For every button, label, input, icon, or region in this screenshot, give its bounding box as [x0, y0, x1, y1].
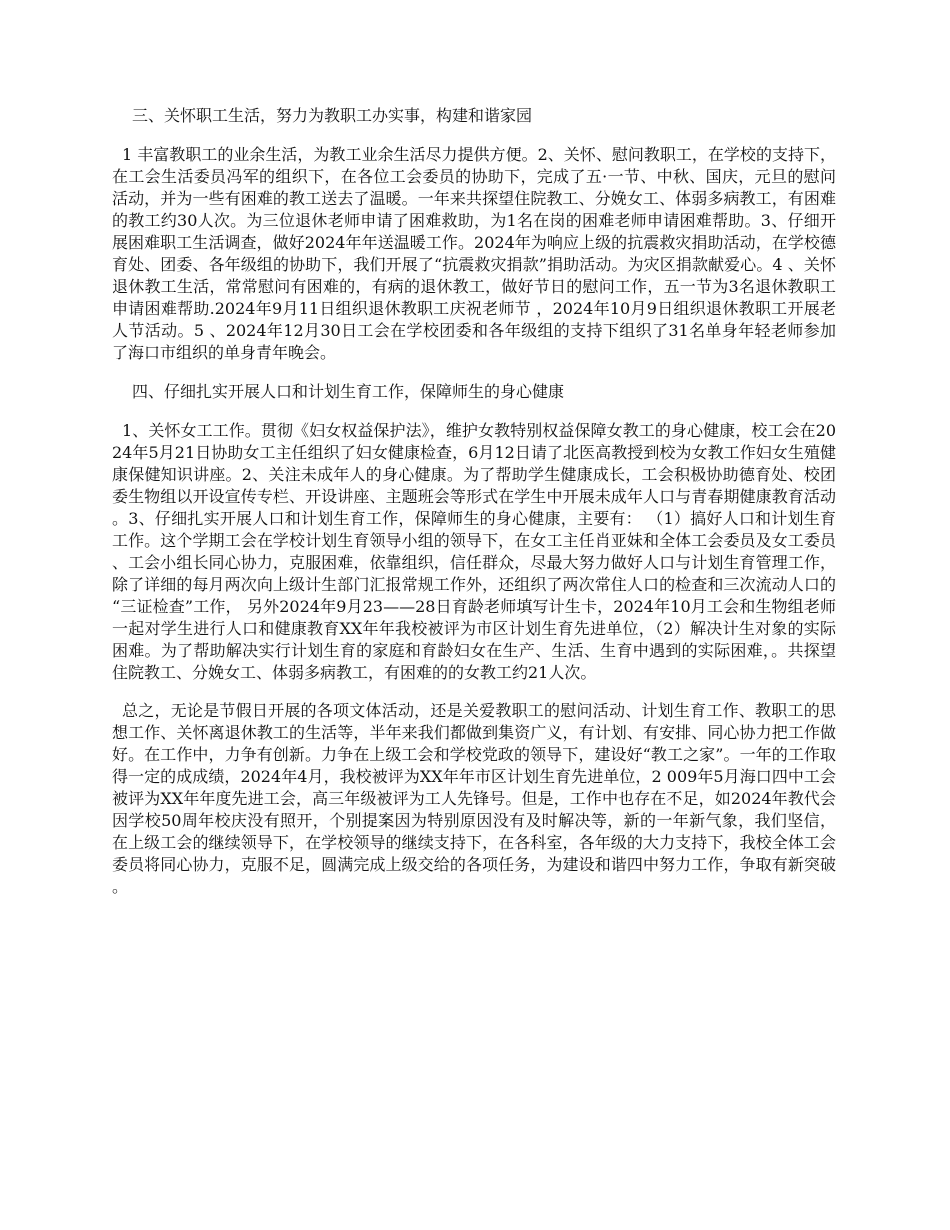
section-3-heading: 三、关怀职工生活，努力为教职工办实事，构建和谐家园: [132, 106, 533, 125]
conclusion-paragraph: 总之，无论是节假日开展的各项文体活动，还是关爱教职工的慰问活动、计划生育工作、教职工的思想工作、关怀离退休教工的生活等，半年来我们都做到集资广义，有计划、有安排、同心协力把工作做好。在工作中，力争有创新。力争在上级工会和学校党政的领导下，建设好“教工之家”。一年的工作取得一定的成成绩，2024年4月，我校被评为XX年年市区计划生育先进单位，2 009年5月海口四中工会被评为XX年年度先进工会，高三年级被评为工人先锋号。但是，工作中也存在不足，如2024年教代会因学校50周年校庆没有照开，个别提案因为特别原因没有及时解决等，新的一年新气象，我们坚信，在上级工会的继续领导下，在学校领导的继续支持下，在各科室，各年级的大力支持下，我校全体工会委员将同心协力，克服不足，圆满完成上级交给的各项任务，为建设和谐四中努力工作，争取有新突破。: [112, 701, 836, 896]
document-body: [112, 104, 836, 914]
section-3-paragraph: 1 丰富教职工的业余生活，为教工业余生活尽力提供方便。2、关怀、慰问教职工，在学校的支持下，在工会生活委员冯军的组织下，在各位工会委员的协助下，完成了五·一节、中秋、国庆，元旦的慰问活动，并为一些有困难的教工送去了温暖。一年来共探望住院教工、分娩女工、体弱多病教工，有困难的教工约30人次。为三位退休老师申请了困难救助，为1名在岗的困难老师申请困难帮助。3、仔细开展困难职工生活调查，做好2024年年送温暖工作。2024年为响应上级的抗震救灾捐助活动，在学校德育处、团委、各年级组的协助下，我们开展了“抗震救灾捐款”捐助活动。为灾区捐款献爱心。4 、关怀退休教工生活，常常慰问有困难的，有病的退休教工，做好节日的慰问工作，五一节为3名退休教职工申请困难帮助.2024年9月11日组织退休教职工庆祝老师节 ，2024年10月9日组织退休教职工开展老人节活动。5 、2024年12月30日工会在学校团委和各年级组的支持下组织了31名单身年轻老师参加了海口市组织的单身青年晚会。: [112, 145, 836, 362]
section-4-heading: 四、仔细扎实开展人口和计划生育工作，保障师生的身心健康: [132, 382, 565, 401]
section-4-paragraph: 1、关怀女工工作。贯彻《妇女权益保护法》，维护女教特别权益保障女教工的身心健康，校工会在2024年5月21日协助女工主任组织了妇女健康检查，6月12日请了北医高教授到校为女教工作妇女生殖健康保健知识讲座。2、关注未成年人的身心健康。为了帮助学生健康成长，工会积极协助德育处、校团委生物组以开设宣传专栏、开设讲座、主题班会等形式在学生中开展未成年人口与青春期健康教育活动。3、仔细扎实开展人口和计划生育工作，保障师生的身心健康，主要有： （1）搞好人口和计划生育工作。这个学期工会在学校计划生育领导小组的领导下，在女工主任肖亚妹和全体工会委员及女工委员、工会小组长同心协力，克服困难，依靠组织，信任群众，尽最大努力做好人口与计划生育管理工作，除了详细的每月两次向上级计生部门汇报常规工作外，还组织了两次常住人口的检查和三次流动人口的“三证检查”工作， 另外2024年9月23——28日育龄老师填写计生卡，2024年10月工会和生物组老师一起对学生进行人口和健康教育XX年年我校被评为市区计划生育先进单位，（2）解决计生对象的实际困难。为了帮助解决实行计划生育的家庭和育龄妇女在生产、生活、生育中遇到的实际困难，。共探望住院教工、分娩女工、体弱多病教工，有困难的的女教工约21人次。: [112, 421, 836, 682]
